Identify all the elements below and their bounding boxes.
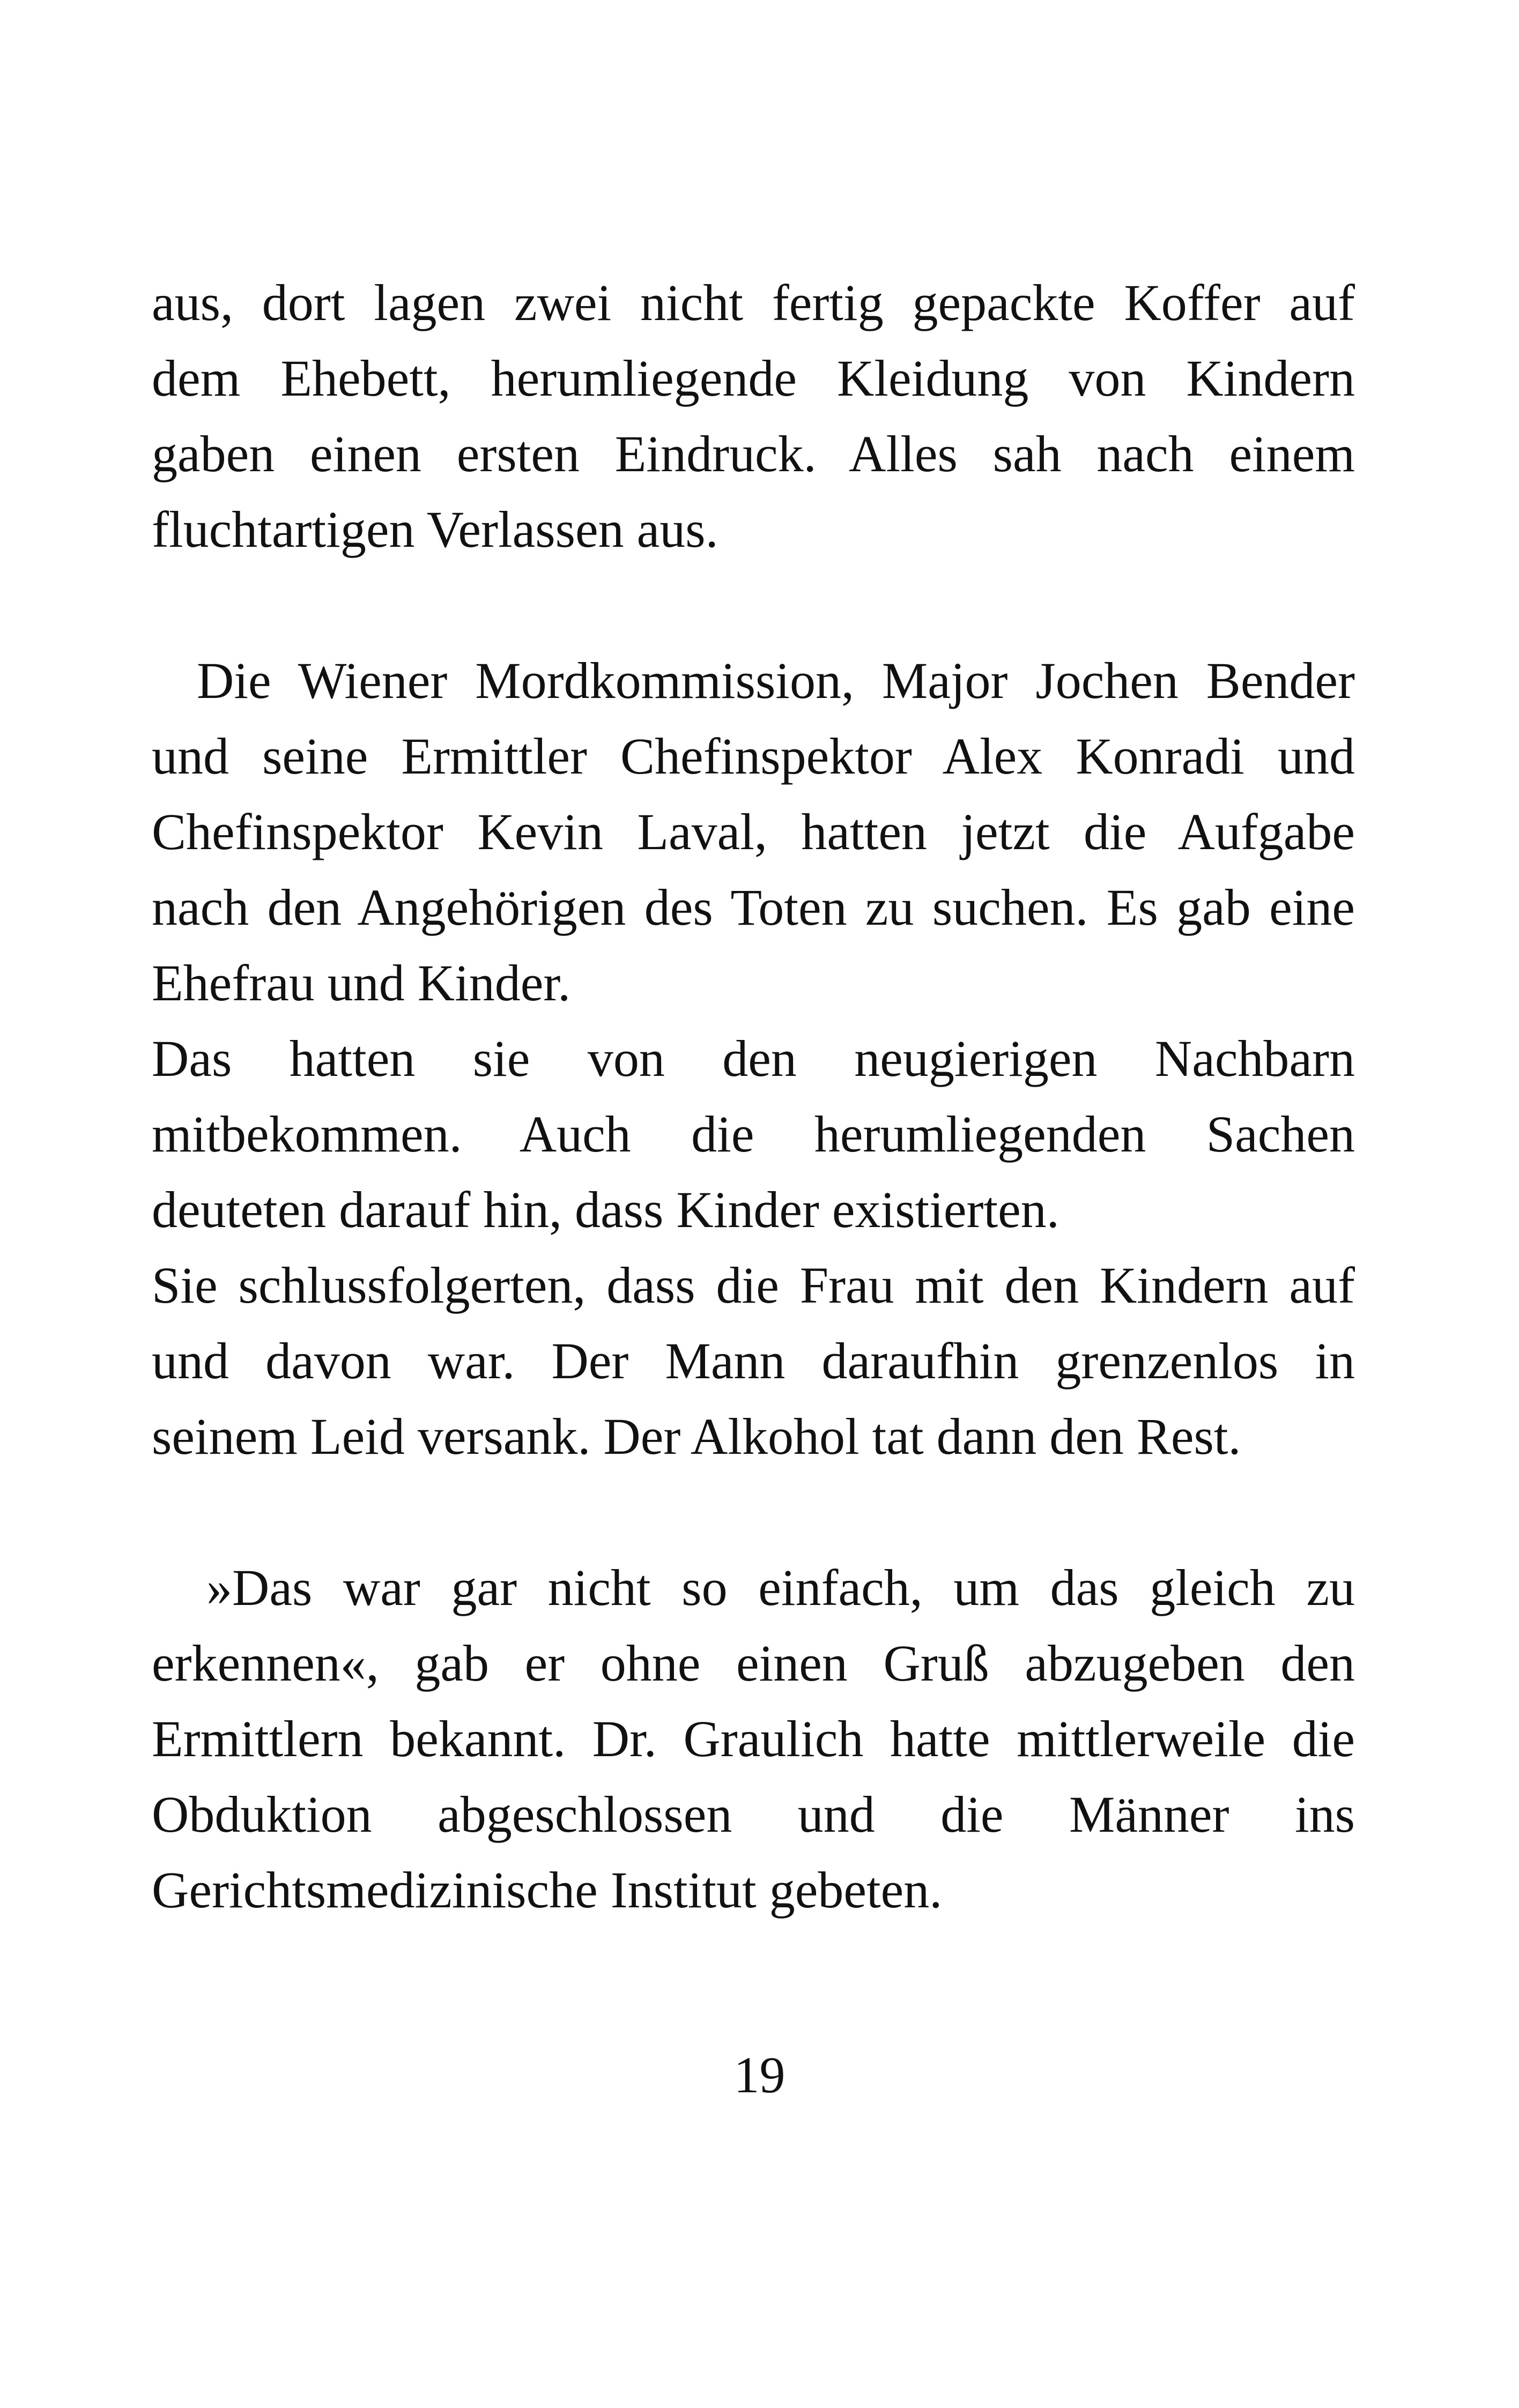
paragraph bbox=[152, 1021, 1355, 1247]
text-line: Chefinspektor Kevin Laval, hatten jetzt die Aufgabe bbox=[152, 803, 1355, 860]
text-line: »Das war gar nicht so einfach, um das gleich zu bbox=[206, 1559, 1355, 1616]
text-line: und seine Ermittler Chefinspektor Alex Konradi und bbox=[152, 727, 1355, 785]
paragraph bbox=[152, 265, 1355, 567]
text-line: nach den Angehörigen des Toten zu suchen. Es gab eine bbox=[152, 879, 1355, 936]
paragraph bbox=[152, 643, 1355, 1021]
paragraph-gap bbox=[152, 567, 1355, 643]
text-line: Obduktion abgeschlossen und die Männer ins bbox=[152, 1786, 1355, 1843]
text-line: mitbekommen. Auch die herumliegenden Sachen bbox=[152, 1105, 1355, 1163]
paragraph-gap bbox=[152, 1474, 1355, 1550]
body-text bbox=[152, 265, 1355, 1928]
text-line: Gerichtsmedizinische Institut gebeten. bbox=[152, 1861, 943, 1919]
page-number: 19 bbox=[733, 2046, 786, 2104]
text-line: deuteten darauf hin, dass Kinder existierten. bbox=[152, 1181, 1059, 1238]
text-line: Ermittlern bekannt. Dr. Graulich hatte mittlerweile die bbox=[152, 1710, 1355, 1767]
text-line: fluchtartigen Verlassen aus. bbox=[152, 501, 718, 558]
text-line: erkennen«, gab er ohne einen Gruß abzugeben den bbox=[152, 1634, 1355, 1692]
text-line: Sie schlussfolgerten, dass die Frau mit den Kindern auf bbox=[152, 1257, 1355, 1314]
text-line: Das hatten sie von den neugierigen Nachbarn bbox=[152, 1030, 1355, 1087]
text-line: seinem Leid versank. Der Alkohol tat dann den Rest. bbox=[152, 1408, 1241, 1465]
text-line: Die Wiener Mordkommission, Major Jochen Bender bbox=[197, 652, 1355, 709]
text-line: Ehefrau und Kinder. bbox=[152, 954, 571, 1012]
paragraph bbox=[152, 1247, 1355, 1474]
text-line: gaben einen ersten Eindruck. Alles sah nach einem bbox=[152, 425, 1355, 482]
text-line: aus, dort lagen zwei nicht fertig gepackte Koffer auf bbox=[152, 274, 1355, 331]
paragraph bbox=[152, 1550, 1355, 1928]
text-line: und davon war. Der Mann daraufhin grenzenlos in bbox=[152, 1332, 1355, 1389]
text-line: dem Ehebett, herumliegende Kleidung von Kindern bbox=[152, 350, 1355, 407]
